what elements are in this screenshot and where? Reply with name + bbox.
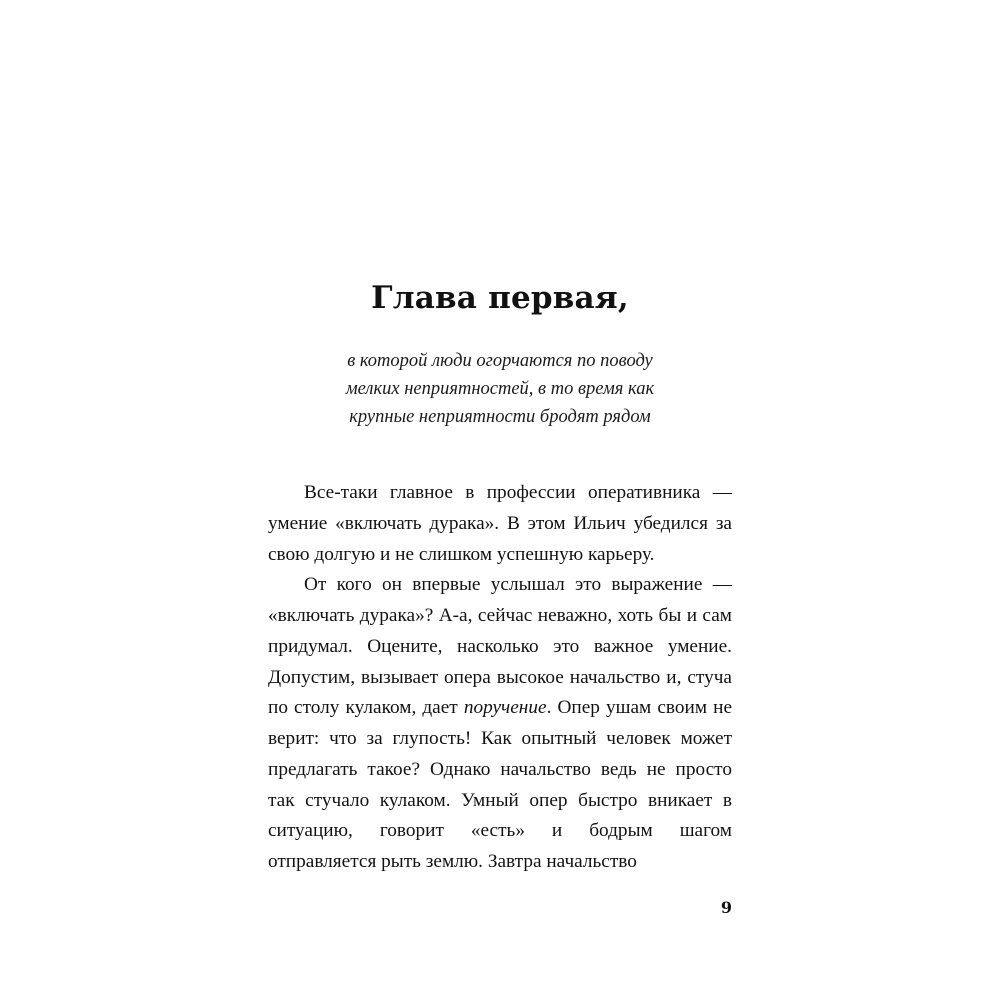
body-text: [268, 478, 732, 878]
chapter-subtitle: [268, 347, 732, 431]
chapter-subtitle-line: мелких неприятностей, в то время как: [345, 379, 655, 400]
paragraph: Все-таки главное в профессии оперативника — умение «включать дурака». В этом Ильич убедился за свою долгую и не слишком успешную карьеру.: [268, 482, 732, 565]
chapter-title: Глава первая,: [371, 280, 629, 316]
chapter-heading-block: [268, 280, 732, 432]
page-number: 9: [720, 898, 732, 917]
chapter-subtitle-line: в которой люди огорчаются по поводу: [347, 351, 653, 372]
paragraph: От кого он впервые услышал это выражение — «включать дурака»? А-а, сейчас неважно, хоть бы и сам придумал. Оцените, насколько это важное умение. Допустим, вызывает опера высокое начальство и, стуча по столу кулаком, дает поручение. Опер ушам своим не верит: что за глупость! Как опытный человек может предлагать такое? Однако начальство ведь не просто так стучало кулаком. Умный опер быстро вникает в ситуацию, говорит «есть» и бодрым шагом отправляется рыть землю. Завтра начальство: [268, 574, 732, 873]
chapter-subtitle-line: крупные неприятности бродят рядом: [349, 407, 651, 428]
